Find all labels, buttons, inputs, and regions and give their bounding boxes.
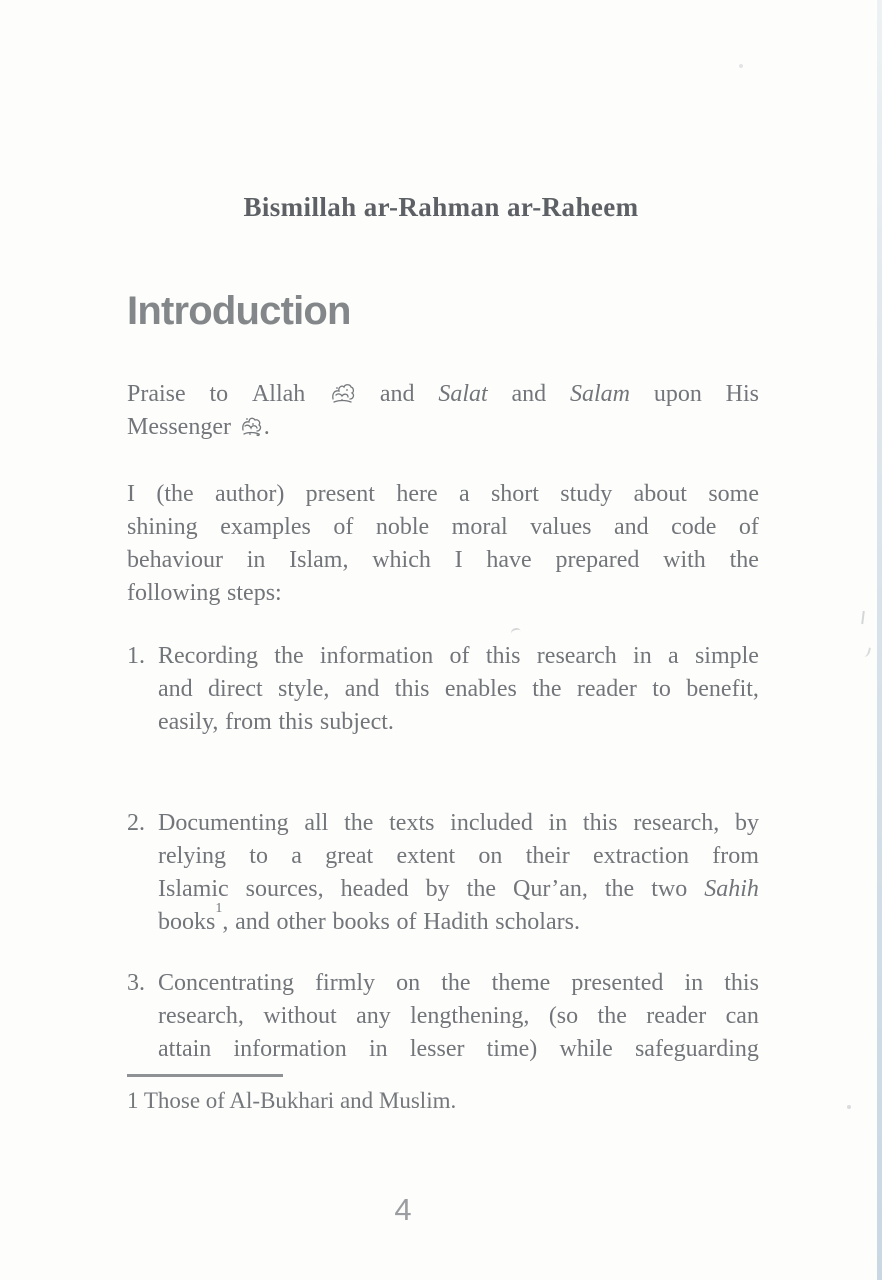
footnote-rule	[127, 1074, 283, 1077]
text-line: and direct style, and this enables the reader to benefit,	[158, 676, 759, 702]
text-line: shining examples of noble moral values and code of	[127, 514, 759, 540]
text-line: research, without any lengthening, (so the reader can	[158, 1003, 759, 1029]
scan-artifact	[739, 64, 743, 68]
list-number: 3.	[127, 970, 145, 996]
honorific-allah-icon	[330, 382, 355, 405]
text-line: books$^1$, and other books of Hadith scholars.	[158, 901, 580, 935]
text-line: Praise to Allah and Salat and Salam upon His	[127, 381, 759, 407]
scan-artifact	[861, 611, 865, 624]
intro-paragraph	[127, 478, 759, 610]
chapter-heading: Introduction	[127, 289, 351, 333]
footnote-text: 1 Those of Al-Bukhari and Muslim.	[127, 1088, 457, 1113]
text-line: relying to a great extent on their extraction from	[158, 843, 759, 869]
praise-paragraph	[127, 378, 759, 444]
scan-artifact	[862, 646, 871, 657]
list-item-2	[127, 807, 759, 939]
text-line: Messenger .	[127, 414, 270, 440]
text-line: Islamic sources, headed by the Qur’an, the two Sahih	[158, 876, 759, 902]
list-number: 2.	[127, 810, 145, 836]
list-item-3	[127, 967, 759, 1066]
list-item-text	[158, 640, 759, 739]
list-number: 1.	[127, 643, 145, 669]
text-line: Concentrating firmly on the theme presented in this	[158, 970, 759, 996]
text-line: Recording the information of this research in a simple	[158, 643, 759, 669]
text-line: behaviour in Islam, which I have prepared with the	[127, 547, 759, 573]
text-line: Documenting all the texts included in this research, by	[158, 810, 759, 836]
list-item-text	[158, 967, 759, 1066]
text-line: following steps:	[127, 580, 282, 606]
bismillah-title: Bismillah ar-Rahman ar-Raheem	[243, 192, 639, 222]
text-line: I (the author) present here a short study about some	[127, 481, 759, 507]
text-line: attain information in lesser time) while safeguarding	[158, 1036, 759, 1062]
list-item-text	[158, 807, 759, 939]
text-line: easily, from this subject.	[158, 709, 394, 735]
list-item-1	[127, 640, 759, 739]
scan-artifact	[510, 627, 522, 638]
scan-artifact	[847, 1105, 851, 1109]
page-number: 4	[394, 1192, 412, 1227]
page-edge-shadow	[877, 0, 882, 1280]
honorific-messenger-icon	[239, 414, 263, 438]
